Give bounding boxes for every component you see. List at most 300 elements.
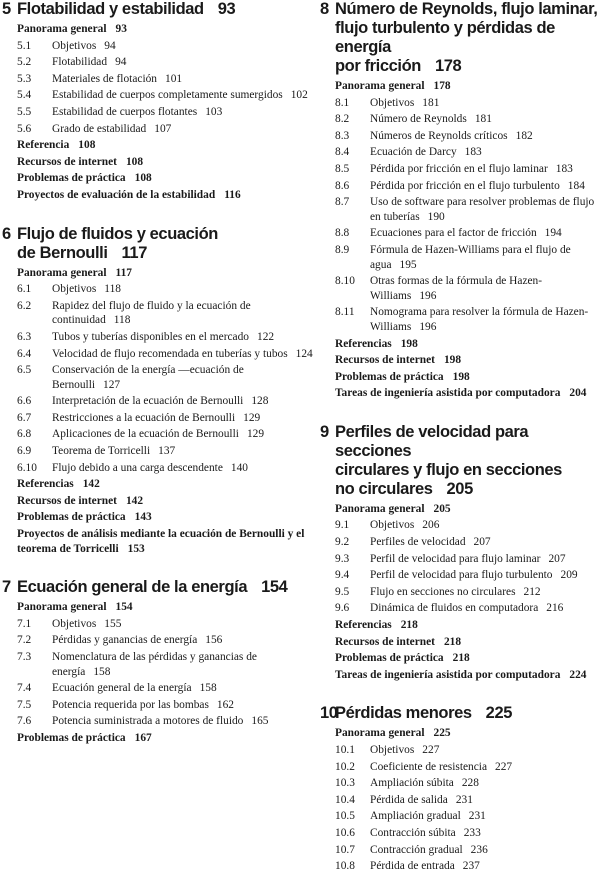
toc-section-entry[interactable] bbox=[318, 552, 600, 567]
toc-section-entry[interactable] bbox=[0, 72, 314, 87]
chapter-8 bbox=[318, 0, 600, 401]
entry-page: 181 bbox=[474, 113, 492, 126]
chapter-number: 9 bbox=[320, 422, 329, 441]
section-number: 8.7 bbox=[335, 196, 350, 209]
entry-page: 140 bbox=[230, 461, 248, 474]
toc-section-entry[interactable] bbox=[0, 347, 314, 362]
section-number: 6.5 bbox=[17, 364, 32, 377]
entry-title: Ecuaciones para el factor de fricción bbox=[370, 227, 537, 240]
entry-title: Objetivos bbox=[52, 283, 97, 296]
entry-title: Interpretación de la ecuación de Bernoulli bbox=[52, 395, 244, 408]
section-number: 7.2 bbox=[17, 634, 32, 647]
entry-title: Teorema de Torricelli bbox=[52, 445, 151, 458]
entry-page: 158 bbox=[93, 665, 111, 678]
toc-bold-entry[interactable] bbox=[0, 22, 314, 37]
entry-page: 196 bbox=[419, 320, 437, 333]
chapter-title-line: Flujo de fluidos y ecuación bbox=[17, 224, 218, 243]
entry-title: Uso de software para resolver problemas de flujo en tuberías bbox=[370, 196, 595, 223]
section-number: 5.5 bbox=[17, 105, 32, 118]
toc-bold-entry[interactable] bbox=[318, 635, 600, 650]
entry-page: 129 bbox=[246, 428, 265, 441]
entry-page: 227 bbox=[422, 744, 440, 756]
section-number: 7.1 bbox=[17, 617, 32, 630]
toc-section-entry[interactable] bbox=[0, 714, 314, 729]
chapter-number: 8 bbox=[320, 0, 329, 18]
section-number: 8.2 bbox=[335, 113, 350, 126]
entry-title: Perfiles de velocidad bbox=[370, 536, 466, 549]
section-number: 6.2 bbox=[17, 299, 32, 312]
toc-bold-entry[interactable] bbox=[318, 353, 600, 368]
entry-page: 94 bbox=[115, 56, 127, 69]
entry-page: 118 bbox=[104, 283, 121, 296]
entry-title: Números de Reynolds críticos bbox=[370, 129, 508, 142]
entry-title: Pérdida por fricción en el flujo turbulento bbox=[370, 179, 560, 192]
chapter-heading[interactable] bbox=[318, 704, 600, 723]
section-number: 10.6 bbox=[335, 826, 355, 839]
entry-title: Flujo en secciones no circulares bbox=[370, 585, 516, 598]
entry-title: Panorama general bbox=[335, 80, 425, 92]
toc-section-entry[interactable] bbox=[318, 145, 600, 160]
entry-title: Pérdida de entrada bbox=[370, 860, 455, 873]
section-number: 5.1 bbox=[17, 39, 32, 52]
chapter-entries bbox=[318, 726, 600, 873]
chapter-page: 205 bbox=[446, 479, 473, 498]
section-number: 6.1 bbox=[17, 283, 32, 296]
entry-title: Referencias bbox=[17, 478, 74, 491]
chapter-title-line: Perfiles de velocidad para secciones bbox=[335, 422, 529, 460]
entry-title: Ampliación súbita bbox=[370, 777, 454, 790]
entry-page: 205 bbox=[433, 502, 451, 515]
entry-title: Panorama general bbox=[335, 727, 425, 740]
entry-title: Estabilidad de cuerpos flotantes bbox=[52, 105, 198, 118]
toc-bold-entry[interactable] bbox=[318, 651, 600, 666]
toc-bold-entry[interactable] bbox=[0, 155, 314, 170]
section-number: 5.3 bbox=[17, 72, 32, 85]
entry-title: Flotabilidad bbox=[52, 56, 108, 69]
chapter-heading[interactable] bbox=[0, 225, 314, 263]
entry-title: Problemas de práctica bbox=[335, 370, 444, 383]
entry-page: 231 bbox=[468, 810, 486, 823]
section-number: 8.1 bbox=[335, 96, 350, 109]
toc-section-entry[interactable] bbox=[318, 195, 600, 224]
section-number: 6.7 bbox=[17, 411, 32, 424]
toc-section-entry[interactable] bbox=[318, 535, 600, 550]
toc-section-entry[interactable] bbox=[318, 129, 600, 144]
chapter-5 bbox=[0, 0, 314, 203]
entry-title: Grado de estabilidad bbox=[52, 122, 147, 135]
entry-page: 94 bbox=[104, 39, 116, 52]
section-number: 8.6 bbox=[335, 179, 350, 192]
entry-page: 209 bbox=[560, 569, 578, 582]
section-number: 9.5 bbox=[335, 585, 350, 598]
toc-bold-entry[interactable] bbox=[318, 79, 600, 94]
entry-title: Velocidad de flujo recomendada en tuberías y tubos bbox=[52, 347, 288, 360]
entry-title: Objetivos bbox=[370, 96, 415, 109]
entry-title: Número de Reynolds bbox=[370, 113, 467, 126]
toc-bold-entry[interactable] bbox=[0, 527, 314, 556]
entry-page: 118 bbox=[113, 314, 131, 327]
entry-title: Nomenclatura de las pérdidas y ganancias de energía bbox=[52, 651, 257, 678]
toc-bold-entry[interactable] bbox=[318, 668, 600, 683]
toc-bold-entry[interactable] bbox=[0, 138, 314, 153]
section-number: 5.6 bbox=[17, 122, 32, 135]
entry-title: Potencia requerida por las bombas bbox=[52, 698, 209, 711]
entry-page: 224 bbox=[569, 668, 587, 681]
toc-section-entry[interactable] bbox=[0, 88, 314, 103]
entry-title: Coeficiente de resistencia bbox=[370, 760, 488, 773]
section-number: 7.3 bbox=[17, 651, 32, 663]
toc-bold-entry[interactable] bbox=[0, 731, 314, 746]
entry-page: 225 bbox=[433, 727, 451, 740]
entry-title: Aplicaciones de la ecuación de Bernoulli bbox=[52, 428, 239, 441]
chapter-number: 7 bbox=[2, 578, 11, 597]
chapter-title-line: circulares y flujo en secciones bbox=[335, 460, 562, 479]
toc-left-column bbox=[0, 0, 318, 746]
chapter-entries bbox=[0, 22, 314, 203]
entry-page: 198 bbox=[452, 370, 470, 383]
entry-title: Objetivos bbox=[52, 617, 97, 630]
entry-title: Perfil de velocidad para flujo laminar bbox=[370, 552, 541, 565]
toc-section-entry[interactable] bbox=[0, 617, 314, 632]
chapter-number: 5 bbox=[2, 0, 11, 18]
section-number: 6.4 bbox=[17, 347, 32, 360]
section-number: 6.3 bbox=[17, 330, 32, 343]
section-number: 10.1 bbox=[335, 744, 355, 756]
entry-title: Recursos de internet bbox=[335, 635, 435, 648]
section-number: 8.5 bbox=[335, 162, 350, 175]
entry-title: Referencias bbox=[335, 619, 392, 632]
toc-section-entry[interactable] bbox=[318, 743, 600, 758]
entry-page: 158 bbox=[199, 682, 217, 695]
chapter-page: 93 bbox=[217, 0, 236, 18]
toc-bold-entry[interactable] bbox=[318, 337, 600, 352]
entry-page: 127 bbox=[103, 378, 121, 391]
chapter-entries bbox=[0, 600, 314, 745]
entry-title: Flujo debido a una carga descendente bbox=[52, 461, 223, 474]
section-number: 10.5 bbox=[335, 810, 355, 823]
toc-section-entry[interactable] bbox=[0, 39, 314, 54]
entry-title: Objetivos bbox=[370, 519, 415, 532]
toc-section-entry[interactable] bbox=[318, 859, 600, 874]
entry-title: Panorama general bbox=[17, 601, 107, 614]
section-number: 9.2 bbox=[335, 536, 350, 549]
section-number: 7.4 bbox=[17, 682, 32, 695]
toc-section-entry[interactable] bbox=[0, 427, 314, 442]
toc-section-entry[interactable] bbox=[318, 518, 600, 533]
toc-bold-entry[interactable] bbox=[318, 502, 600, 517]
section-number: 5.2 bbox=[17, 56, 32, 69]
entry-page: 183 bbox=[464, 146, 482, 159]
toc-section-entry[interactable] bbox=[0, 330, 314, 345]
toc-section-entry[interactable] bbox=[0, 299, 314, 328]
entry-title: Ecuación general de la energía bbox=[52, 682, 192, 695]
toc-section-entry[interactable] bbox=[0, 55, 314, 70]
chapter-title-line: no circulares bbox=[335, 479, 433, 498]
chapter-title-line: flujo turbulento y pérdidas de energía bbox=[335, 19, 555, 56]
entry-page: 231 bbox=[455, 793, 473, 806]
toc-section-entry[interactable] bbox=[0, 633, 314, 648]
entry-title: Panorama general bbox=[17, 23, 107, 35]
toc-right-column bbox=[318, 0, 600, 874]
entry-page: 182 bbox=[515, 129, 533, 142]
section-number: 8.8 bbox=[335, 227, 350, 240]
chapter-entries bbox=[0, 266, 314, 557]
entry-page: 143 bbox=[134, 511, 152, 524]
chapter-page: 178 bbox=[434, 57, 462, 75]
entry-page: 108 bbox=[78, 139, 96, 152]
chapter-6 bbox=[0, 225, 314, 557]
entry-page: 153 bbox=[127, 542, 145, 555]
entry-page: 124 bbox=[295, 347, 313, 360]
entry-title: Materiales de flotación bbox=[52, 72, 158, 85]
section-number: 9.1 bbox=[335, 519, 350, 532]
entry-title: Contracción súbita bbox=[370, 826, 456, 839]
toc-section-entry[interactable] bbox=[318, 776, 600, 791]
section-number: 10.4 bbox=[335, 793, 355, 806]
entry-title: Problemas de práctica bbox=[335, 652, 444, 665]
chapter-page: 154 bbox=[261, 578, 288, 597]
entry-title: Nomograma para resolver la fórmula de Hazen-Williams bbox=[370, 306, 589, 333]
entry-title: Objetivos bbox=[52, 39, 97, 52]
toc-bold-entry[interactable] bbox=[0, 188, 314, 203]
entry-title: Dinámica de fluidos en computadora bbox=[370, 602, 539, 615]
toc-section-entry[interactable] bbox=[0, 282, 314, 297]
entry-title: Restricciones a la ecuación de Bernoulli bbox=[52, 411, 236, 424]
entry-title: Referencias bbox=[335, 337, 392, 350]
toc-section-entry[interactable] bbox=[318, 585, 600, 600]
entry-title: Pérdida por fricción en el flujo laminar bbox=[370, 162, 548, 175]
chapter-page: 117 bbox=[121, 243, 147, 262]
toc-bold-entry[interactable] bbox=[318, 386, 600, 401]
section-number: 7.5 bbox=[17, 698, 32, 711]
entry-title: Tubos y tuberías disponibles en el mercado bbox=[52, 330, 249, 343]
entry-title: Fórmula de Hazen-Williams para el flujo de agua bbox=[370, 243, 571, 271]
entry-page: 101 bbox=[165, 72, 183, 85]
section-number: 9.4 bbox=[335, 569, 350, 582]
section-number: 9.3 bbox=[335, 552, 350, 565]
toc-section-entry[interactable] bbox=[318, 826, 600, 841]
entry-page: 178 bbox=[433, 80, 451, 92]
chapter-entries bbox=[318, 79, 600, 401]
entry-page: 137 bbox=[158, 445, 176, 458]
toc-bold-entry[interactable] bbox=[0, 494, 314, 509]
entry-page: 218 bbox=[452, 652, 470, 665]
entry-page: 204 bbox=[569, 387, 587, 400]
entry-page: 108 bbox=[134, 172, 152, 185]
entry-page: 154 bbox=[115, 601, 133, 614]
entry-title: Panorama general bbox=[335, 502, 425, 515]
toc-section-entry[interactable] bbox=[0, 105, 314, 120]
toc-section-entry[interactable] bbox=[0, 650, 314, 679]
entry-page: 129 bbox=[243, 411, 261, 424]
entry-page: 142 bbox=[82, 478, 100, 491]
chapter-heading[interactable] bbox=[0, 0, 314, 19]
entry-page: 156 bbox=[205, 634, 223, 647]
toc-bold-entry[interactable] bbox=[318, 618, 600, 633]
toc-section-entry[interactable] bbox=[318, 793, 600, 808]
toc-section-entry[interactable] bbox=[0, 461, 314, 476]
chapter-entries bbox=[318, 502, 600, 683]
section-number: 5.4 bbox=[17, 89, 32, 102]
section-number: 9.6 bbox=[335, 602, 350, 615]
entry-title: Conservación de la energía —ecuación de Bernoulli bbox=[52, 364, 244, 391]
entry-page: 142 bbox=[125, 494, 144, 507]
toc-section-entry[interactable] bbox=[318, 809, 600, 824]
section-number: 8.3 bbox=[335, 129, 350, 142]
entry-title: Otras formas de la fórmula de Hazen-Williams bbox=[370, 275, 543, 302]
entry-page: 206 bbox=[422, 519, 440, 532]
toc-section-entry[interactable] bbox=[318, 305, 600, 334]
entry-title: Rapidez del flujo de fluido y la ecuación de continuidad bbox=[52, 299, 251, 327]
toc-section-entry[interactable] bbox=[0, 363, 314, 392]
entry-title: Potencia suministrada a motores de fluido bbox=[52, 715, 244, 728]
toc-bold-entry[interactable] bbox=[0, 266, 314, 281]
toc-section-entry[interactable] bbox=[318, 601, 600, 616]
entry-title: Ampliación gradual bbox=[370, 810, 461, 823]
toc-bold-entry[interactable] bbox=[0, 600, 314, 615]
entry-page: 128 bbox=[251, 395, 269, 408]
entry-title: Proyectos de análisis mediante la ecuación de Bernoulli y el teorema de Torricelli bbox=[17, 528, 305, 555]
entry-page: 117 bbox=[115, 266, 132, 279]
entry-title: Recursos de internet bbox=[17, 494, 117, 507]
entry-title: Contracción gradual bbox=[370, 843, 463, 856]
entry-page: 228 bbox=[461, 777, 479, 790]
toc-section-entry[interactable] bbox=[318, 843, 600, 858]
toc-bold-entry[interactable] bbox=[318, 726, 600, 741]
entry-page: 167 bbox=[134, 731, 152, 744]
entry-page: 122 bbox=[257, 330, 275, 343]
section-number: 10.7 bbox=[335, 843, 355, 856]
entry-page: 116 bbox=[224, 188, 241, 201]
entry-title: Panorama general bbox=[17, 266, 107, 279]
entry-page: 103 bbox=[205, 105, 223, 118]
entry-title: Problemas de práctica bbox=[17, 731, 126, 744]
entry-page: 195 bbox=[399, 258, 417, 271]
chapter-heading[interactable] bbox=[0, 578, 314, 597]
toc-section-entry[interactable] bbox=[318, 179, 600, 194]
chapter-title-line: Ecuación general de la energía bbox=[17, 578, 248, 597]
chapter-number: 6 bbox=[2, 224, 11, 243]
entry-page: 183 bbox=[555, 162, 573, 175]
section-number: 10.8 bbox=[335, 860, 355, 873]
entry-page: 107 bbox=[154, 122, 172, 135]
toc-bold-entry[interactable] bbox=[0, 171, 314, 186]
entry-page: 181 bbox=[422, 96, 440, 109]
toc-bold-entry[interactable] bbox=[318, 370, 600, 385]
toc-section-entry[interactable] bbox=[0, 122, 314, 137]
entry-title: Referencia bbox=[17, 139, 70, 152]
toc-section-entry[interactable] bbox=[0, 681, 314, 696]
entry-title: Ecuación de Darcy bbox=[370, 146, 457, 159]
entry-page: 216 bbox=[546, 602, 564, 615]
entry-page: 165 bbox=[251, 715, 269, 728]
entry-page: 218 bbox=[400, 619, 418, 632]
entry-title: Perfil de velocidad para flujo turbulento bbox=[370, 569, 553, 582]
toc-section-entry[interactable] bbox=[0, 411, 314, 426]
section-number: 8.4 bbox=[335, 146, 350, 159]
entry-page: 227 bbox=[495, 760, 513, 773]
entry-page: 108 bbox=[125, 155, 144, 168]
toc-bold-entry[interactable] bbox=[0, 477, 314, 492]
toc-section-entry[interactable] bbox=[0, 698, 314, 713]
entry-page: 194 bbox=[544, 227, 562, 240]
entry-title: Tareas de ingeniería asistida por computadora bbox=[335, 387, 561, 400]
toc-bold-entry[interactable] bbox=[0, 510, 314, 525]
chapter-7 bbox=[0, 578, 314, 745]
toc-section-entry[interactable] bbox=[318, 226, 600, 241]
chapter-number: 10 bbox=[320, 704, 338, 723]
entry-title: Tareas de ingeniería asistida por computadora bbox=[335, 668, 561, 681]
chapter-page: 225 bbox=[485, 704, 513, 723]
entry-page: 102 bbox=[290, 89, 308, 102]
toc-section-entry[interactable] bbox=[318, 96, 600, 111]
entry-title: Estabilidad de cuerpos completamente sumergidos bbox=[52, 89, 283, 102]
entry-title: Pérdidas y ganancias de energía bbox=[52, 634, 198, 647]
section-number: 6.9 bbox=[17, 445, 32, 458]
section-number: 10.3 bbox=[335, 777, 355, 790]
chapter-title-line: Flotabilidad y estabilidad bbox=[17, 0, 204, 18]
toc-section-entry[interactable] bbox=[318, 243, 600, 272]
chapter-title-line: Pérdidas menores bbox=[335, 704, 472, 723]
toc-section-entry[interactable] bbox=[318, 274, 600, 303]
entry-page: 236 bbox=[470, 843, 488, 856]
section-number: 6.6 bbox=[17, 395, 32, 408]
section-number: 7.6 bbox=[17, 715, 32, 728]
entry-page: 155 bbox=[104, 617, 122, 630]
section-number: 8.11 bbox=[335, 306, 355, 319]
entry-page: 207 bbox=[473, 536, 491, 549]
entry-page: 198 bbox=[443, 354, 462, 367]
entry-title: Recursos de internet bbox=[17, 155, 117, 168]
toc-section-entry[interactable] bbox=[318, 162, 600, 177]
section-number: 10.2 bbox=[335, 760, 355, 773]
entry-page: 207 bbox=[548, 552, 566, 565]
section-number: 6.8 bbox=[17, 428, 32, 441]
entry-page: 196 bbox=[419, 289, 437, 302]
entry-title: Objetivos bbox=[370, 744, 415, 756]
entry-page: 218 bbox=[443, 635, 462, 648]
entry-page: 162 bbox=[216, 698, 234, 711]
section-number: 6.10 bbox=[17, 461, 37, 474]
chapter-10 bbox=[318, 704, 600, 873]
chapter-title-line: Número de Reynolds, flujo laminar, bbox=[335, 0, 598, 18]
chapter-9 bbox=[318, 423, 600, 683]
section-number: 8.9 bbox=[335, 243, 350, 256]
toc-section-entry[interactable] bbox=[0, 394, 314, 409]
toc-section-entry[interactable] bbox=[318, 568, 600, 583]
toc-section-entry[interactable] bbox=[0, 444, 314, 459]
entry-page: 198 bbox=[400, 337, 418, 350]
chapter-heading[interactable] bbox=[318, 0, 600, 76]
chapter-heading[interactable] bbox=[318, 423, 600, 499]
toc-section-entry[interactable] bbox=[318, 112, 600, 127]
chapter-title-line: de Bernoulli bbox=[17, 243, 108, 262]
entry-page: 184 bbox=[567, 179, 585, 192]
entry-page: 212 bbox=[523, 585, 541, 598]
entry-title: Problemas de práctica bbox=[17, 172, 126, 185]
section-number: 8.10 bbox=[335, 275, 355, 288]
entry-title: Recursos de internet bbox=[335, 354, 435, 367]
toc-section-entry[interactable] bbox=[318, 760, 600, 775]
entry-page: 93 bbox=[115, 23, 127, 35]
entry-title: Proyectos de evaluación de la estabilidad bbox=[17, 188, 216, 201]
entry-page: 190 bbox=[427, 210, 445, 223]
chapter-title-line: por fricción bbox=[335, 57, 421, 75]
entry-title: Pérdida de salida bbox=[370, 793, 448, 806]
entry-page: 233 bbox=[463, 826, 481, 839]
entry-page: 237 bbox=[462, 860, 480, 873]
entry-title: Problemas de práctica bbox=[17, 511, 126, 524]
